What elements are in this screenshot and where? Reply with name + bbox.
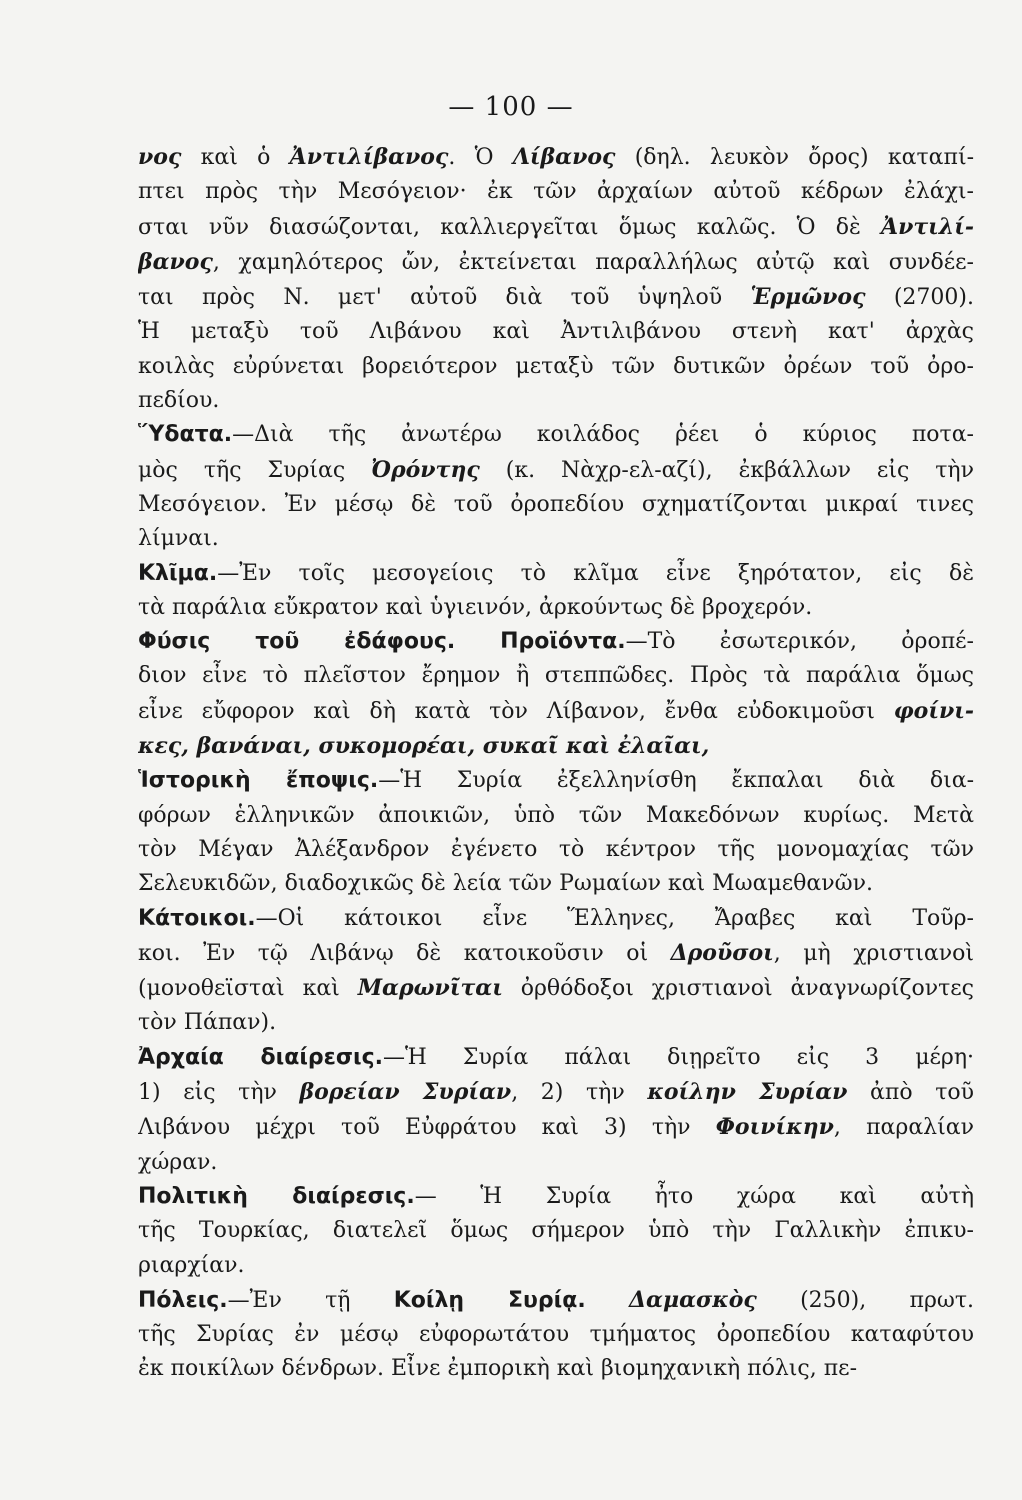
text-line: [138, 488, 974, 522]
text-line: [138, 384, 974, 418]
section-heading: Ἱστορικὴ ἔποψις.: [138, 768, 379, 794]
text-line: [138, 140, 974, 175]
text-run: μὸς τῆς Συρίας: [138, 457, 372, 483]
section-heading: Ἀρχαία διαίρεσις.: [138, 1044, 383, 1070]
text-run: Μεσόγειον. Ἐν μέσῳ δὲ τοῦ ὀροπεδίου σχηματίζονται μικραί τινες: [138, 491, 974, 517]
text-run: πεδίου.: [138, 388, 220, 414]
text-line: [138, 1352, 974, 1386]
text-run: —Ἡ Συρία πάλαι διῃρεῖτο εἰς 3 μέρη·: [383, 1044, 974, 1070]
text-run: βανος: [138, 248, 213, 275]
text-run: Δαμασκὸς: [628, 1286, 757, 1313]
text-line: [138, 799, 974, 833]
text-run: (250), πρωτ.: [756, 1287, 974, 1313]
text-run: τῆς Συρίας ἐν μέσῳ εὐφορωτάτου τμήματος ὀροπεδίου καταφύτου: [138, 1322, 974, 1348]
text-line: [138, 315, 974, 349]
text-line: [138, 694, 974, 729]
text-line: [138, 1249, 974, 1283]
text-run: —Ἐν τοῖς μεσογείοις τὸ κλῖμα εἶνε ξηρότατον, εἰς δὲ: [217, 560, 974, 586]
text-run: φοίνι-: [893, 697, 974, 724]
text-run: φόρων ἑλληνικῶν ἀποικιῶν, ὑπὸ τῶν Μακεδόνων κυρίως. Μετὰ: [138, 802, 974, 828]
text-line: [138, 522, 974, 556]
text-run: τὸν Μέγαν Ἀλέξανδρον ἐγένετο τὸ κέντρον τῆς μονομαχίας τῶν: [138, 836, 974, 862]
body-text: [138, 140, 974, 1387]
page-number: — 100 —: [448, 92, 574, 122]
text-run: —Οἱ κάτοικοι εἶνε Ἕλληνες, Ἄραβες καὶ Τοῦρ-: [255, 905, 974, 931]
text-run: κοιλὰς εὐρύνεται βορειότερον μεταξὺ τῶν δυτικῶν ὀρέων τοῦ ὀρο-: [138, 353, 974, 379]
paragraph: [138, 418, 974, 556]
text-run: εἶνε εὔφορον καὶ δὴ κατὰ τὸν Λίβανον, ἔνθα εὐδοκιμοῦσι: [138, 698, 894, 724]
text-run: —Τὸ ἐσωτερικόν, ὀροπέ-: [625, 629, 974, 655]
text-run: Φοινίκην: [715, 1114, 834, 1141]
text-line: [138, 350, 974, 384]
text-run: κοίλην Συρίαν: [647, 1079, 848, 1106]
text-run: Ὀρόντης: [371, 456, 480, 483]
text-line: [138, 591, 974, 625]
section-heading: Φύσις τοῦ ἐδάφους. Προϊόντα.: [138, 629, 626, 655]
text-run: , παραλίαν: [833, 1115, 974, 1141]
text-run: τὰ παράλια εὔκρατον καὶ ὑγιεινόν, ἀρκούντως δὲ βροχερόν.: [138, 594, 813, 620]
text-run: Λίβανος: [512, 144, 616, 170]
text-run: Λιβάνου μέχρι τοῦ Εὐφράτου καὶ 3) τὴν: [138, 1115, 716, 1141]
text-line: [138, 1283, 974, 1318]
paragraph: [138, 1180, 974, 1283]
text-line: [138, 1146, 974, 1180]
text-run: Ἀντιλίβανος: [289, 144, 449, 170]
text-line: [138, 902, 974, 936]
text-run: — Ἡ Συρία ἦτο χώρα καὶ αὐτὴ: [414, 1183, 974, 1209]
text-run: [586, 1288, 629, 1313]
text-run: Ἑρμῶνος: [750, 284, 866, 311]
paragraph: [138, 1283, 974, 1387]
text-line: [138, 175, 974, 209]
text-line: [138, 1214, 974, 1248]
text-line: [138, 557, 974, 591]
text-run: λίμναι.: [138, 526, 219, 552]
section-heading: Ὕδατα.: [138, 422, 233, 448]
text-line: [138, 936, 974, 971]
section-heading: Πόλεις.: [138, 1287, 228, 1313]
text-line: [138, 1180, 974, 1214]
text-run: διον εἶνε τὸ πλεῖστον ἔρημον ἢ στεππῶδες. Πρὸς τὰ παράλια ὅμως: [138, 663, 974, 689]
section-heading: Πολιτικὴ διαίρεσις.: [138, 1183, 415, 1209]
text-run: ἀπὸ τοῦ: [847, 1080, 974, 1106]
text-line: [138, 1110, 974, 1145]
text-run: , μὴ χριστιανοὶ: [773, 940, 974, 966]
text-line: [138, 1075, 974, 1110]
text-line: [138, 210, 974, 245]
section-heading: Κάτοικοι.: [138, 905, 256, 931]
paragraph: [138, 902, 974, 1041]
text-line: [138, 280, 974, 315]
text-run: ἐκ ποικίλων δένδρων. Εἶνε ἐμπορικὴ καὶ βιομηχανικὴ πόλις, πε-: [138, 1356, 858, 1382]
text-run: 1) εἰς τὴν: [138, 1080, 300, 1106]
text-run: (δηλ. λευκὸν ὄρος) καταπί-: [615, 145, 974, 170]
text-run: Ἀντιλί-: [881, 213, 974, 240]
text-run: Σελευκιδῶν, διαδοχικῶς δὲ λεία τῶν Ρωμαίων καὶ Μωαμεθανῶν.: [138, 871, 873, 897]
text-line: [138, 659, 974, 693]
text-run: —Ἡ Συρία ἐξελληνίσθη ἔκπαλαι διὰ δια-: [378, 768, 974, 794]
text-line: [138, 625, 974, 659]
text-run: κοι. Ἐν τῷ Λιβάνῳ δὲ κατοικοῦσιν οἱ: [138, 940, 671, 966]
text-line: [138, 1041, 974, 1075]
text-run: Δροῦσοι: [670, 939, 774, 966]
text-run: βορείαν Συρίαν: [299, 1079, 512, 1106]
text-line: [138, 1318, 974, 1352]
text-line: [138, 971, 974, 1006]
paragraph: [138, 764, 974, 901]
text-run: τὸν Πάπαν).: [138, 1010, 277, 1036]
text-line: [138, 833, 974, 867]
text-run: κες, βανάναι, συκομορέαι, συκαῖ καὶ ἐλαῖαι,: [138, 733, 710, 760]
text-run: πτει πρὸς τὴν Μεσόγειον· ἐκ τῶν ἀρχαίων αὐτοῦ κέδρων ἐλάχι-: [138, 179, 974, 205]
text-run: τῆς Τουρκίας, διατελεῖ ὅμως σήμερον ὑπὸ τὴν Γαλλικὴν ἐπικυ-: [138, 1218, 974, 1244]
paragraph: [138, 1041, 974, 1180]
section-heading: Κοίλῃ Συρίᾳ.: [393, 1287, 586, 1313]
text-run: σται νῦν διασώζονται, καλλιεργεῖται ὅμως καλῶς. Ὁ δὲ: [138, 214, 882, 240]
text-line: [138, 245, 974, 280]
paragraph: [138, 625, 974, 764]
text-run: ὀρθόδοξοι χριστιανοὶ ἀναγνωρίζοντες: [502, 976, 974, 1002]
text-line: [138, 764, 974, 798]
text-line: [138, 418, 974, 452]
text-run: ριαρχίαν.: [138, 1252, 245, 1278]
paragraph: [138, 557, 974, 626]
text-run: Ἡ μεταξὺ τοῦ Λιβάνου καὶ Ἀντιλιβάνου στενὴ κατ' ἀρχὰς: [138, 319, 974, 345]
text-run: —Διὰ τῆς ἀνωτέρω κοιλάδος ῥέει ὁ κύριος ποτα-: [232, 422, 974, 448]
paragraph: [138, 140, 974, 418]
section-heading: Κλῖμα.: [138, 560, 218, 586]
text-run: , χαμηλότερος ὤν, ἐκτείνεται παραλλήλως αὐτῷ καὶ συνδέε-: [212, 249, 974, 275]
text-run: . Ὁ: [448, 145, 513, 170]
text-line: [138, 729, 974, 764]
text-run: καὶ ὁ: [181, 145, 290, 170]
text-run: Μαρωνῖται: [357, 975, 503, 1002]
text-run: χώραν.: [138, 1149, 218, 1175]
text-run: , 2) τὴν: [511, 1080, 648, 1106]
text-run: (μονοθεϊσταὶ καὶ: [138, 976, 358, 1002]
text-run: (κ. Νὰχρ-ελ-αζί), ἐκβάλλων εἰς τὴν: [479, 457, 974, 483]
text-run: νος: [138, 144, 182, 170]
text-run: (2700).: [865, 285, 974, 311]
text-run: —Ἐν τῇ: [227, 1287, 394, 1313]
text-run: ται πρὸς Ν. μετ' αὐτοῦ διὰ τοῦ ὑψηλοῦ: [138, 285, 751, 311]
text-line: [138, 867, 974, 901]
text-line: [138, 1006, 974, 1040]
text-line: [138, 453, 974, 488]
